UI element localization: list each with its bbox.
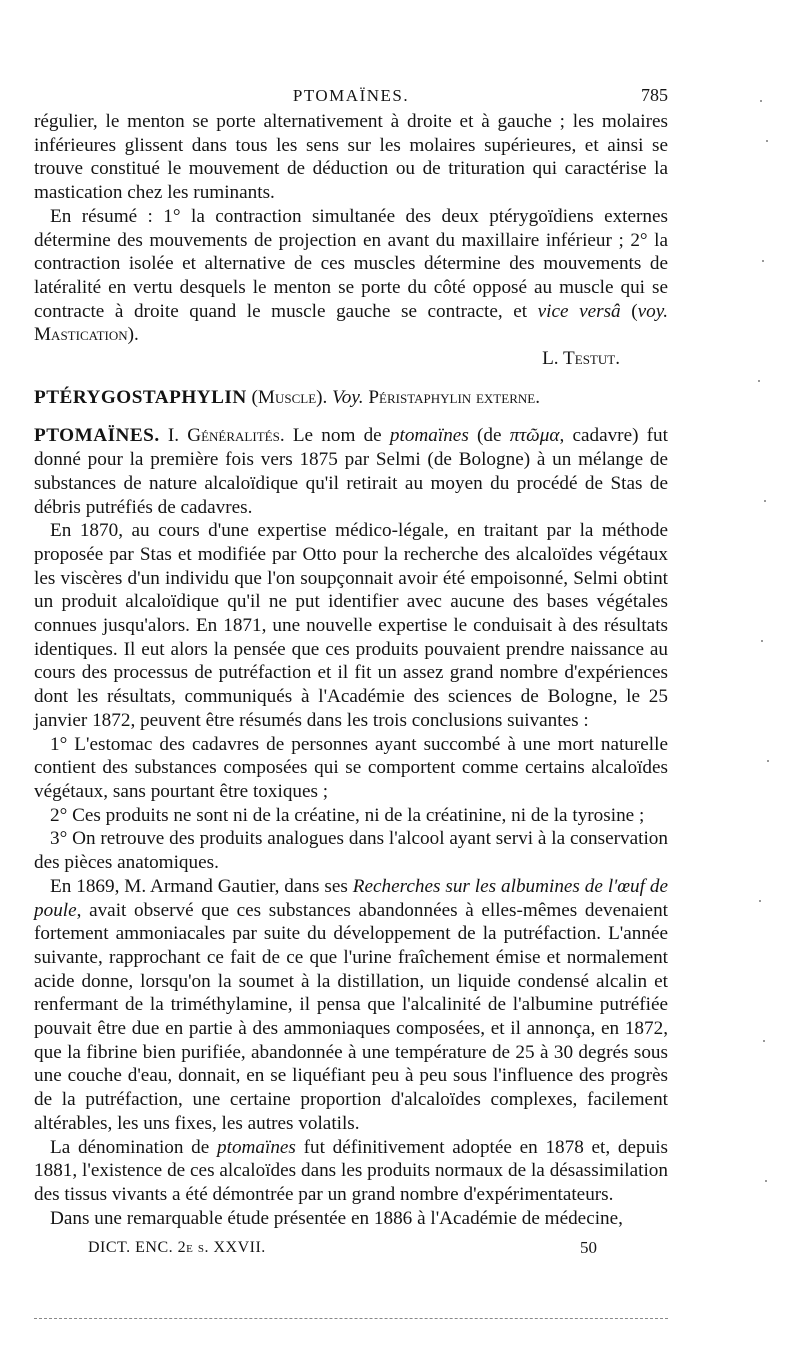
author-signature: L. Testut.	[542, 348, 620, 370]
term-ptomaines: ptomaïnes	[389, 425, 469, 447]
denomination-paragraph	[34, 1136, 668, 1207]
greek-word: πτῶμα	[509, 425, 560, 447]
page-footer	[34, 1236, 668, 1260]
bottom-dashed-rule	[34, 1318, 668, 1319]
voy-open: (	[620, 300, 638, 322]
denomination-term: ptomaïnes	[217, 1136, 296, 1158]
conclusion-2: 2° Ces produits ne sont ni de la créatine, ni de la créatinine, ni de la tyrosine ;	[50, 804, 645, 826]
final-paragraph: Dans une remarquable étude présentée en 1886 à l'Académie de médecine,	[50, 1207, 623, 1229]
conclusion-1: 1° L'estomac des cadavres de personnes ayant succombé à une mort naturelle contient des substances composées qui se comportent comme certains alcaloïdes végétaux, sans pourtant être toxiques ;	[34, 733, 668, 802]
gautier-text-b: , avait observé que ces substances abandonnées à elles-mêmes devenaient fortement ammoniacales par suite du développement de la putréfaction. L'année suivante, rapprochant ce fait de ce que l'urine fraîchement émise et normalement acide donne, lorsqu'on la soumet à la distillation, un liquide condensé alcalin et renfermant de la triméthylamine, il pensa que l'alcalinité de l'albumine putréfiée pouvait être due en partie à des ammoniaques composées, et il annonça, en 1872, que la fibrine bien purifiée, abandonnée à une température de 25 à 30 degrés sous une couche d'eau, donnait, en se liquéfiant peu à peu sous l'influence des progrès de la putréfaction, une certaine proportion d'alcaloïdes complexes, facilement altérables, les uns fixes, les autres volatils.	[34, 899, 668, 1134]
resume-text: En résumé : 1° la contraction simultanée des deux ptérygoïdiens externes détermine des mouvements de projection en avant du maxillaire inférieur ; 2° la contraction isolée et alternative de ces muscles détermine des mouvements de latéralité en vertu desquels le menton se porte du côté opposé au muscle qui se contracte à droite quand le muscle gauche se contracte, et	[34, 205, 668, 322]
headword-ptomaines: PTOMAÏNES.	[34, 425, 160, 447]
page-body	[34, 84, 668, 1260]
entry-reference: Péristaphylin externe.	[363, 386, 540, 408]
entry-voy: Voy.	[332, 386, 364, 408]
paragraph-1870: En 1870, au cours d'une expertise médico-légale, en traitant par la méthode proposée par Stas et modifiée par Otto pour la recherche des alcaloïdes végétaux les viscères d'un individu que l'on soupçonnait avoir été empoisonné, Selmi obtint un produit alcaloïdique qu'il ne put identifier avec aucune des bases végétales connues jusqu'alors. En 1871, une nouvelle expertise le conduisait à des résultats identiques. Il eut alors la pensée que ces produits pouvaient prendre naissance au cours des processus de putréfaction et il fit un assez grand nombre d'expériences dont les résultats, communiqués à l'Académie des sciences de Bologne, le 25 janvier 1872, peuvent être résumés dans les trois conclusions suivantes :	[34, 520, 668, 731]
page-header	[34, 84, 668, 108]
page-number: 785	[641, 85, 668, 105]
voy-text: voy.	[637, 300, 668, 322]
ptomaines-text-c: , cadavre) fut donné pour la première fois vers 1875 par Selmi (de Bologne) à un mélange de substances de nature alcaloïdique qu'il retirait au moyen du procédé de Stas de débris putréfiés de cadavres.	[34, 425, 668, 518]
running-title: PTOMAÏNES.	[292, 86, 410, 105]
signature-mark: DICT. ENC. 2e s. XXVII.	[88, 1239, 266, 1257]
entry-pterygostaphylin	[34, 386, 668, 410]
entry-ptomaines	[34, 424, 668, 519]
denomination-text-b: fut définitivement adoptée en 1878 et, depuis 1881, l'existence de ces alcaloïdes dans les produits normaux de la désassimilation des tissus vivants a été démontrée par un grand nombre d'expérimentateurs.	[34, 1136, 668, 1205]
entry-qualifier: (Muscle).	[246, 386, 333, 408]
denomination-text-a: La dénomination de	[50, 1136, 218, 1158]
ptomaines-text-a: Le nom de	[284, 425, 390, 447]
margin-specks	[752, 80, 792, 1280]
signature-row	[34, 347, 668, 371]
gautier-title: Recherches sur les albumines de l'œuf de poule	[34, 875, 669, 921]
section-heading: I. Généralités.	[159, 425, 285, 447]
voy-close: ).	[127, 324, 139, 346]
headword-pterygostaphylin: PTÉRYGOSTAPHYLIN	[34, 386, 247, 408]
voy-reference: Mastication	[34, 324, 128, 346]
intro-paragraph: régulier, le menton se porte alternativement à droite et à gauche ; les molaires inférieures glissent dans tous les sens sur les molaires supérieures, et ainsi se trouve constitué le mouvement de déduction ou de trituration qui caractérise la mastication chez les ruminants.	[34, 111, 668, 204]
resume-paragraph	[34, 205, 668, 347]
gautier-paragraph	[34, 875, 668, 1136]
gautier-text-a: En 1869, M. Armand Gautier, dans ses	[50, 875, 353, 897]
vice-versa-text: vice versâ	[537, 300, 621, 322]
ptomaines-text-b: (de	[468, 425, 510, 447]
conclusion-3: 3° On retrouve des produits analogues dans l'alcool ayant servi à la conservation des pièces anatomiques.	[34, 828, 668, 874]
sheet-number: 50	[580, 1238, 597, 1258]
